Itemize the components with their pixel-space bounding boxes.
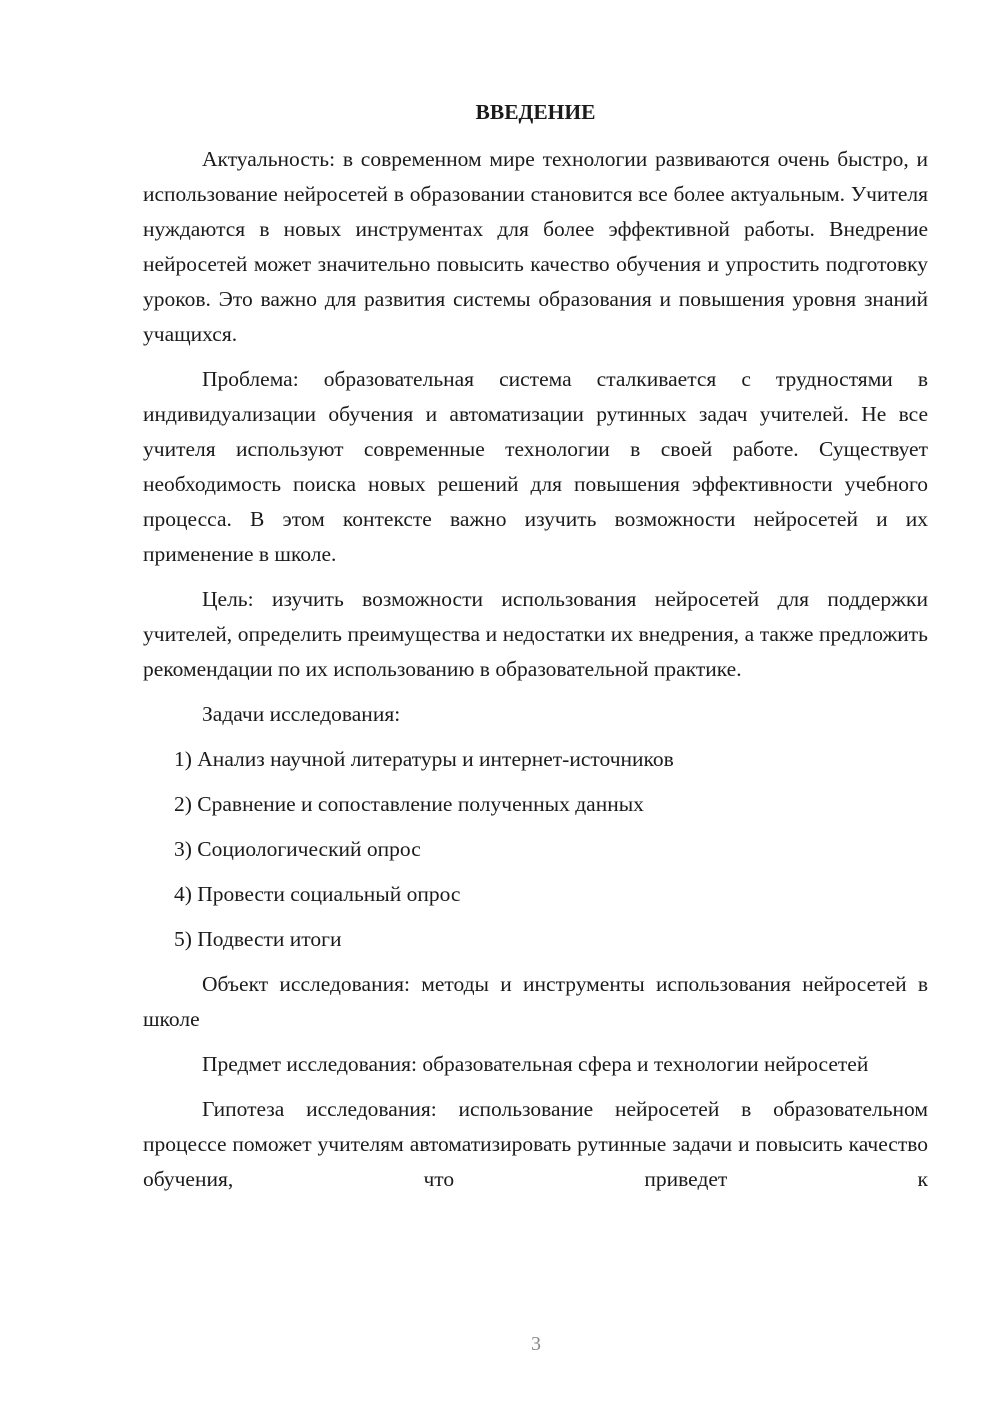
page-content (143, 95, 928, 1197)
paragraph-goal: Цель: изучить возможности использования нейросетей для поддержки учителей, определить преимущества и недостатки их внедрения, а также предложить рекомендации по их использованию в образовательной практике. (143, 587, 928, 681)
paragraph-object: Объект исследования: методы и инструменты использования нейросетей в школе (143, 972, 928, 1031)
list-item: 4) Провести социальный опрос (174, 882, 461, 906)
list-item: 1) Анализ научной литературы и интернет-источников (174, 747, 674, 771)
page-title: ВВЕДЕНИЕ (475, 100, 596, 124)
list-item: 5) Подвести итоги (174, 927, 342, 951)
paragraph-problem: Проблема: образовательная система сталкивается с трудностями в индивидуализации обучения и автоматизации рутинных задач учителей. Не все учителя используют современные технологии в своей работе. Существует необходимость поиска новых решений для повышения эффективности учебного процесса. В этом контексте важно изучить возможности нейросетей и их применение в школе. (143, 367, 928, 566)
paragraph-subject: Предмет исследования: образовательная сфера и технологии нейросетей (202, 1052, 869, 1076)
paragraph-hypothesis: Гипотеза исследования: использование нейросетей в образовательном процессе поможет учителям автоматизировать рутинные задачи и повысить качество обучения, что приведет к (143, 1097, 928, 1191)
list-item: 2) Сравнение и сопоставление полученных данных (174, 792, 644, 816)
tasks-list (143, 742, 928, 957)
paragraph-relevance: Актуальность: в современном мире технологии развиваются очень быстро, и использование нейросетей в образовании становится все более актуальным. Учителя нуждаются в новых инструментах для более эффективной работы. Внедрение нейросетей может значительно повысить качество обучения и упростить подготовку уроков. Это важно для развития системы образования и повышения уровня знаний учащихся. (143, 147, 928, 346)
list-item: 3) Социологический опрос (174, 837, 421, 861)
tasks-heading: Задачи исследования: (202, 702, 401, 726)
page-number: 3 (531, 1333, 541, 1355)
